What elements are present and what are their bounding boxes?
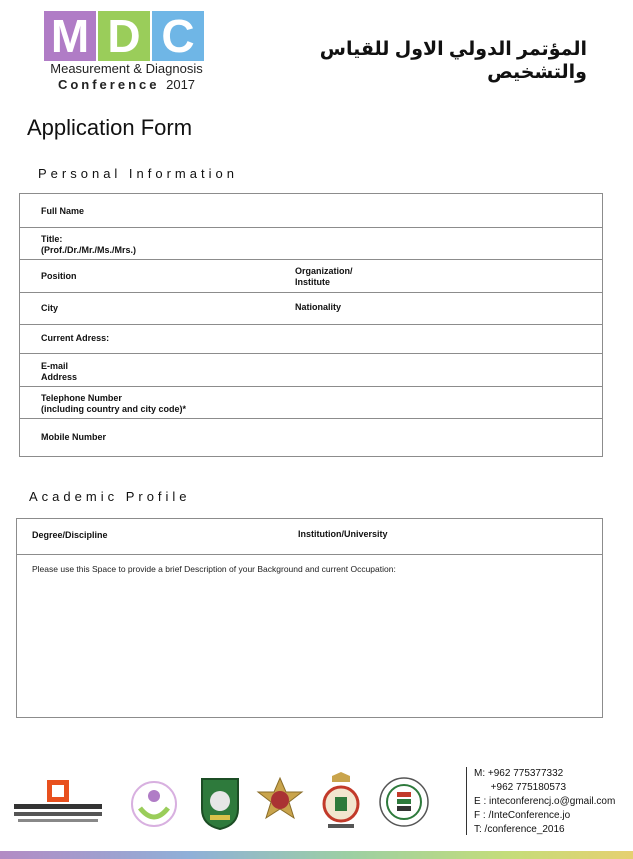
mobile-label: Mobile Number [41,432,107,442]
logo-subtitle: Measurement & Diagnosis [50,61,203,76]
row-full-name[interactable] [20,194,602,228]
contact-mobile-2: +962 775180573 [474,782,567,793]
position-label: Position [41,271,77,281]
contact-email[interactable]: E : inteconferencj.o@gmail.com [474,796,616,807]
ptiy-logo [12,778,112,826]
logo-conference-word: Conference [57,77,160,92]
mdc-logo [44,11,204,61]
arabic-conference-title: المؤتمر الدولي الاول للقياس والتشخيص [319,39,587,83]
contact-twitter[interactable]: T: /conference_2016 [474,824,565,835]
contact-info [474,767,615,837]
row-telephone[interactable] [20,386,602,419]
contact-facebook[interactable]: F : /InteConference.jo [474,810,571,821]
academic-profile-table [16,518,603,718]
star-emblem-logo [256,776,304,826]
university-shield-logo [198,775,242,831]
ministry-crown-logo [318,770,364,834]
degree-label: Degree/Discipline [32,530,108,540]
flower-logo [122,778,186,830]
academic-section-title: Academic Profile [29,489,191,504]
row-degree-institution[interactable] [17,519,602,555]
organization-label: Organization/ Institute [295,266,353,287]
row-current-address[interactable] [20,324,602,354]
personal-section-title: Personal Information [38,166,238,181]
logo-letter-d: D [98,11,150,61]
contact-mobile-1: M: +962 775377332 [474,768,564,779]
personal-info-table [19,193,603,457]
description-note: Please use this Space to provide a brief Description of your Background and current Occupation: [32,564,396,574]
title-label: Title: (Prof./Dr./Mr./Ms./Mrs.) [41,234,137,255]
row-position[interactable] [20,259,602,293]
city-label: City [41,303,59,313]
email-label: E-mail Address [41,361,78,382]
nationality-label: Nationality [295,302,342,312]
institution-label: Institution/University [298,529,388,539]
footer-divider [466,767,467,835]
footer-color-bar [0,851,633,859]
row-title[interactable] [20,227,602,260]
round-seal-logo [378,776,430,828]
page-title: Application Form [27,115,193,140]
row-city[interactable] [20,292,602,325]
telephone-label: Telephone Number (including country and city code)* [41,393,187,414]
full-name-label: Full Name [41,206,85,216]
logo-letter-m: M [44,11,96,61]
logo-conference [44,77,209,92]
logo-letter-c: C [152,11,204,61]
current-address-label: Current Adress: [41,333,110,343]
row-email[interactable] [20,353,602,387]
logo-year: 2017 [166,77,196,92]
row-mobile[interactable] [20,418,602,456]
